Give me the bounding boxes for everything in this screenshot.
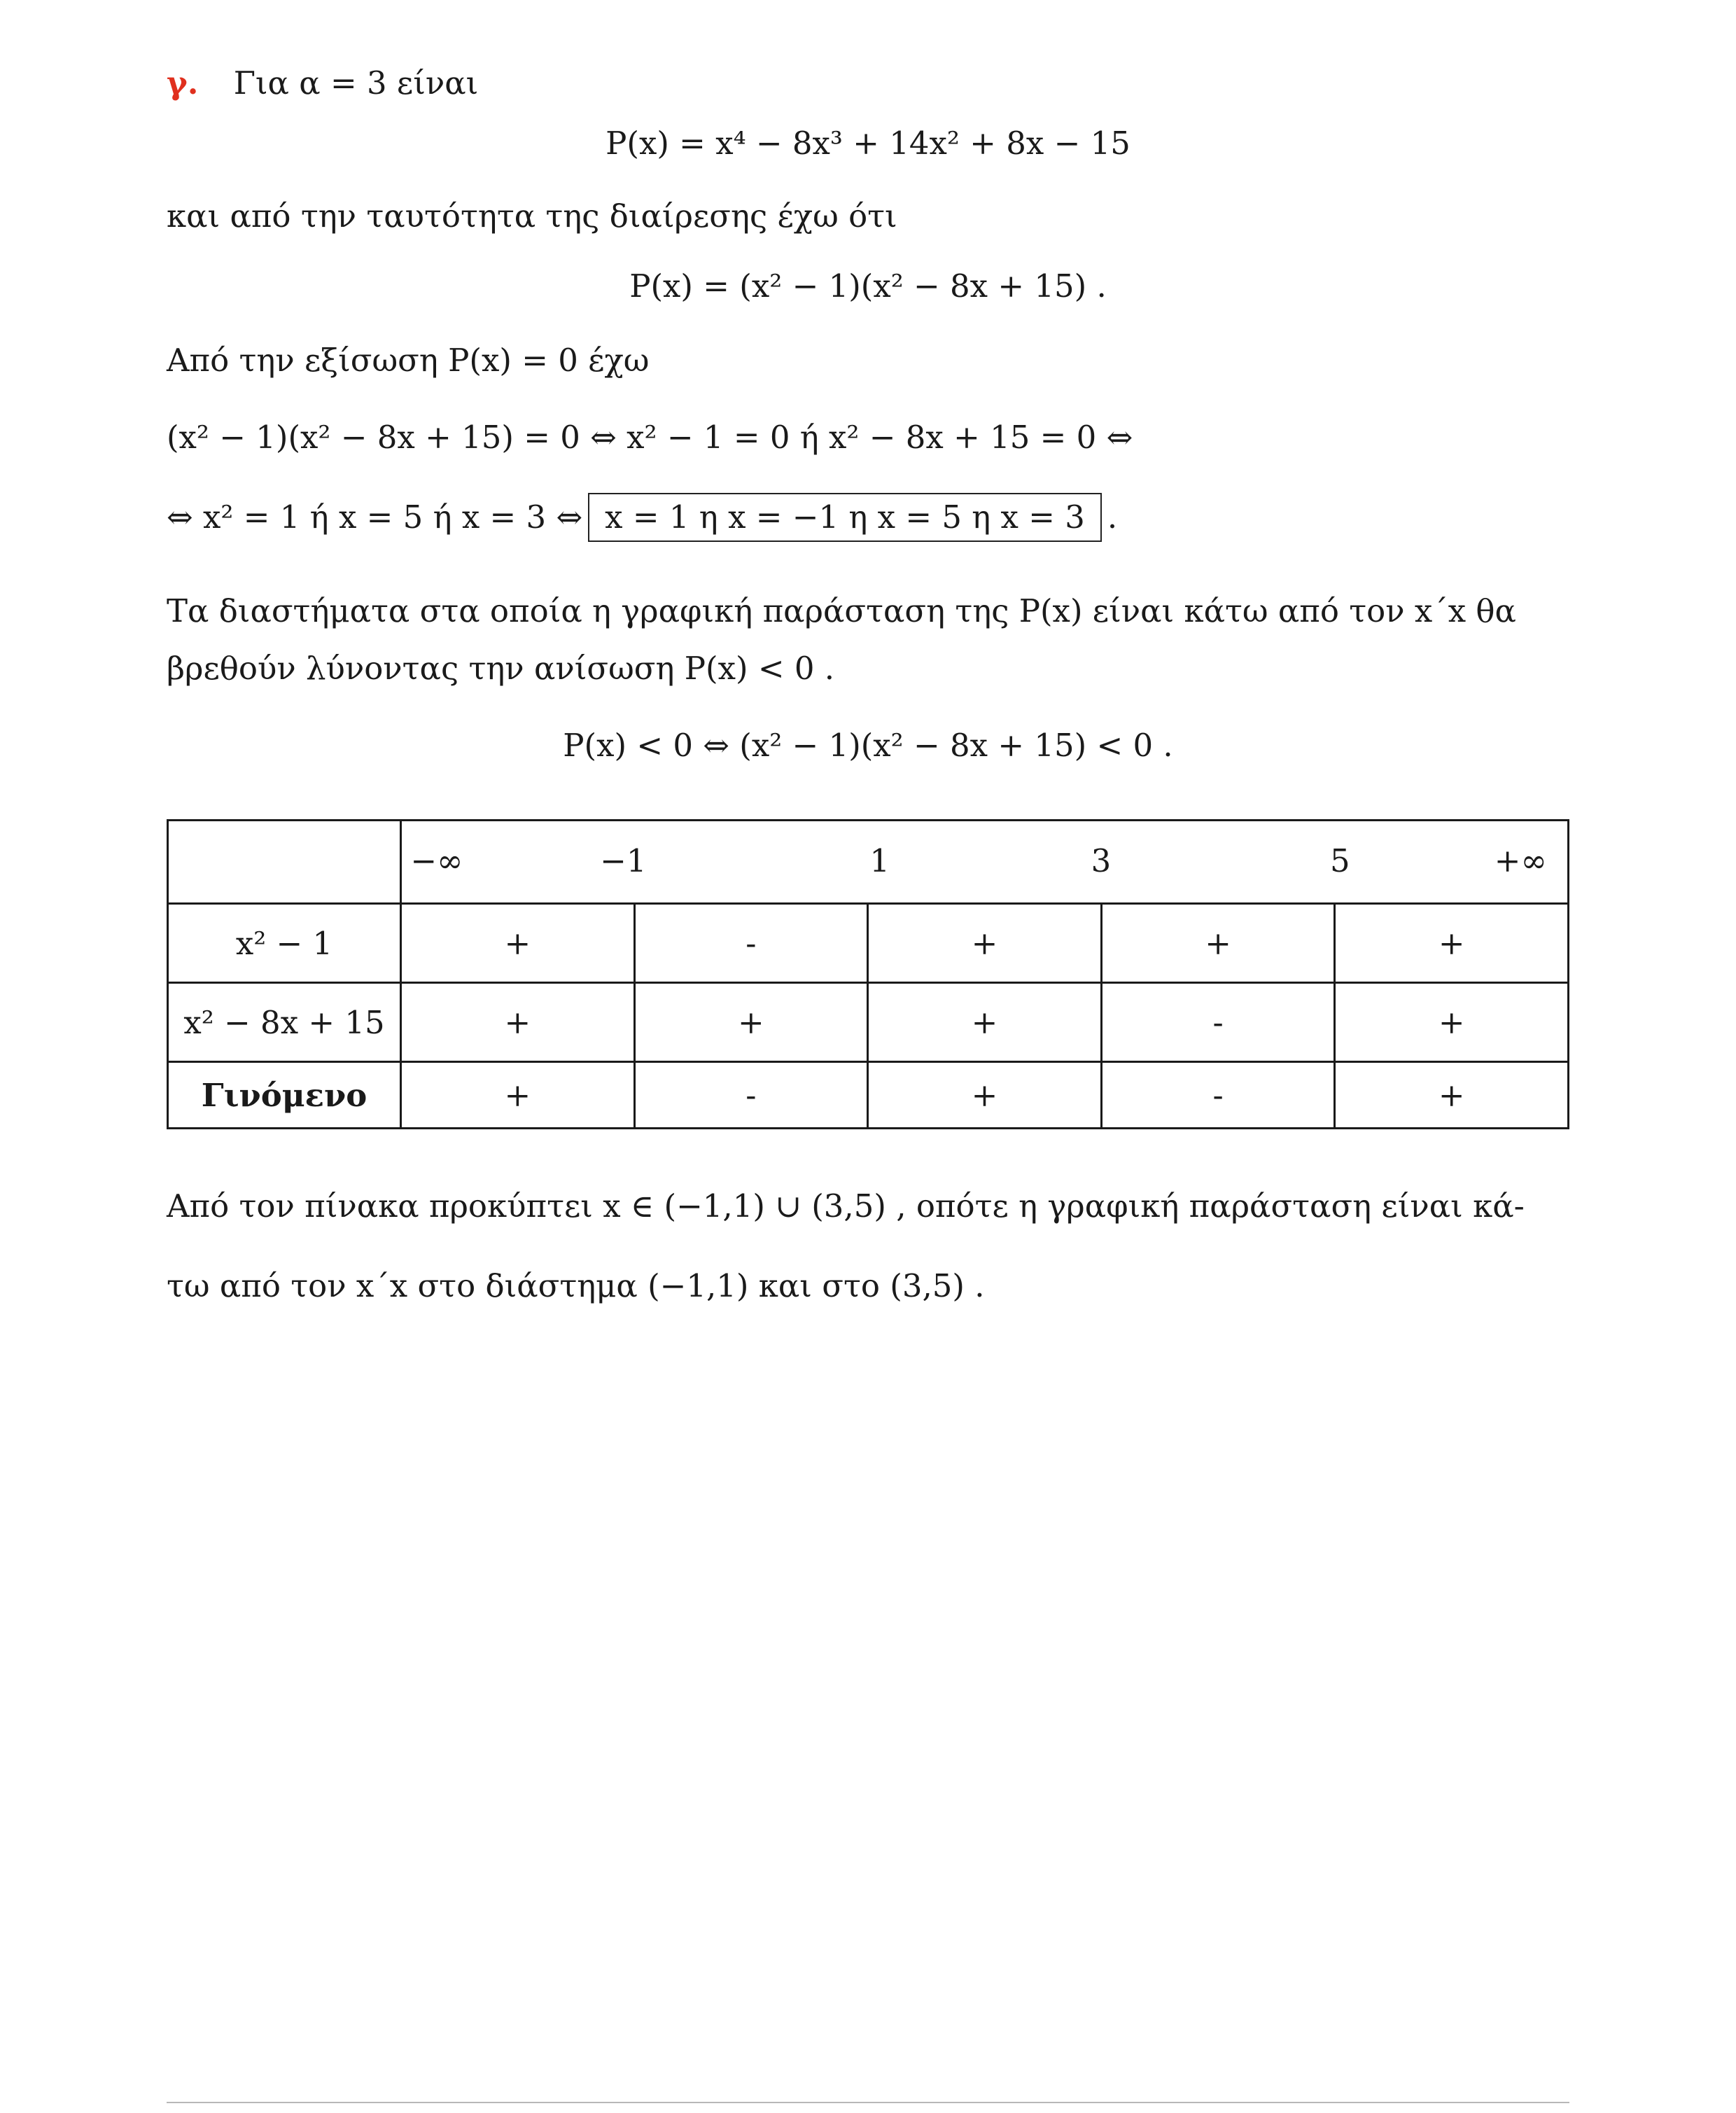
equation-line-2 (167, 493, 1117, 542)
inequality: P(x) < 0 ⇔ (x² − 1)(x² − 8x + 15) < 0 . (563, 727, 1173, 764)
sign-cell: + (401, 1062, 635, 1129)
row-label: Γινόμενο (168, 1062, 401, 1129)
division-text: και από την ταυτότητα της διαίρεσης έχω ότι (167, 197, 897, 235)
equation-intro: Από την εξίσωση P(x) = 0 έχω (167, 342, 650, 379)
equation-line-1: (x² − 1)(x² − 8x + 15) = 0 ⇔ x² − 1 = 0 ή x² − 8x + 15 = 0 ⇔ (167, 419, 1133, 456)
sign-cell: - (634, 904, 868, 983)
sign-cell: + (868, 1062, 1102, 1129)
critical-points-strip (401, 821, 1569, 904)
sign-table-corner (168, 821, 401, 904)
sign-cell: - (1101, 983, 1335, 1062)
sign-row-x2-minus-1 (168, 904, 1569, 983)
row-label: x² − 8x + 15 (168, 983, 401, 1062)
point-5: 5 (1329, 842, 1350, 879)
sign-cell: + (868, 983, 1102, 1062)
footer-rule (167, 2102, 1569, 2103)
sign-cell: + (1335, 1062, 1569, 1129)
part-heading (167, 64, 478, 102)
sign-cell: + (1335, 904, 1569, 983)
point-neg-inf: −∞ (410, 842, 463, 879)
sign-cell: + (868, 904, 1102, 983)
point-3: 3 (1091, 842, 1112, 879)
sign-cell: + (401, 904, 635, 983)
sign-table (167, 819, 1569, 1129)
conclusion-line-1: Από τον πίνακα προκύπτει x ∈ (−1,1) ∪ (3,5) , οπότε η γραφική παράσταση είναι κά- (167, 1187, 1525, 1225)
sign-cell: + (401, 983, 635, 1062)
point-pos-inf: +∞ (1494, 842, 1547, 879)
sign-cell: + (1101, 904, 1335, 983)
sign-cell: - (634, 1062, 868, 1129)
sign-cell: + (634, 983, 868, 1062)
sign-row-quadratic (168, 983, 1569, 1062)
point-1: 1 (869, 842, 890, 879)
roots-box: x = 1 η x = −1 η x = 5 η x = 3 (588, 493, 1102, 542)
equation-line-2-prefix: ⇔ x² = 1 ή x = 5 ή x = 3 ⇔ (167, 498, 583, 536)
part-intro: Για α = 3 είναι (233, 64, 479, 102)
conclusion-line-2: τω από τον x΄x στο διάστημα (−1,1) και στο (3,5) . (167, 1267, 985, 1304)
intervals-text-line-2: βρεθούν λύνοντας την ανίσωση P(x) < 0 . (167, 650, 835, 687)
intervals-text-line-1: Τα διαστήματα στα οποία η γραφική παράσταση της P(x) είναι κάτω από τον x΄x θα (167, 592, 1516, 629)
equation-line-2-suffix: . (1107, 498, 1118, 536)
sign-cell: + (1335, 983, 1569, 1062)
expanded-polynomial: P(x) = x⁴ − 8x³ + 14x² + 8x − 15 (606, 125, 1130, 162)
sign-table-header (168, 821, 1569, 904)
row-label: x² − 1 (168, 904, 401, 983)
part-label: γ. (167, 64, 199, 102)
factored-polynomial: P(x) = (x² − 1)(x² − 8x + 15) . (629, 267, 1107, 305)
sign-row-product (168, 1062, 1569, 1129)
sign-cell: - (1101, 1062, 1335, 1129)
point-neg-1: −1 (600, 842, 647, 879)
